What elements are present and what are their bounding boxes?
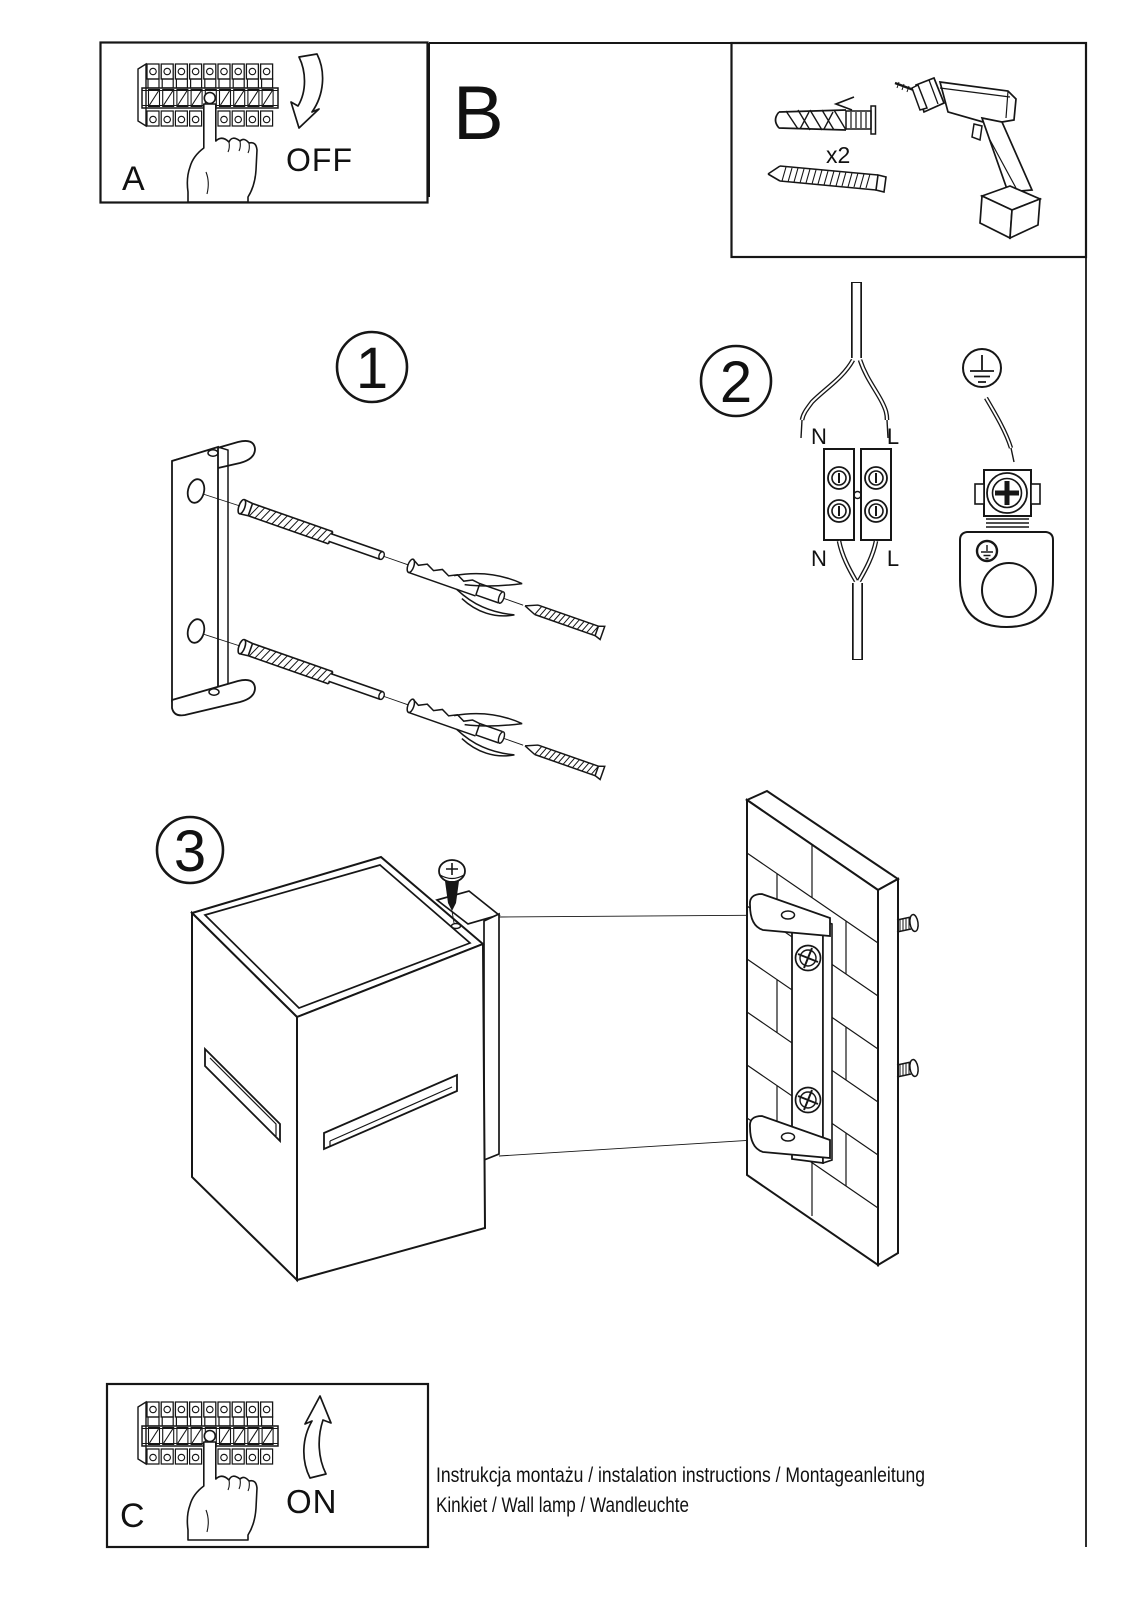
ground-clamp-icon (960, 470, 1053, 627)
panel-a-figure (101, 43, 428, 203)
footer-line-2: Kinkiet / Wall lamp / Wandleuchte (436, 1494, 689, 1517)
arrow-down-icon (291, 54, 323, 128)
fastener-assembly-bottom (233, 626, 610, 791)
mounting-screw-icon (768, 166, 886, 192)
footer-line-1: Instrukcja montażu / instalation instructions / Montageanleitung (436, 1464, 925, 1487)
panel-a-label: A (122, 160, 145, 198)
section-b-label: B (453, 71, 504, 156)
earth-symbol-icon (963, 349, 1001, 387)
breaker-panel-off-figure (138, 64, 278, 202)
mounting-bracket-icon (172, 441, 255, 715)
wire-l-top-label: L (886, 424, 900, 449)
step-3-number: 3 (173, 819, 207, 884)
wall-back-screw-bottom-icon (897, 1059, 919, 1077)
arrow-up-icon (304, 1396, 331, 1478)
fastener-assembly-top (233, 486, 610, 651)
breaker-panel-on-figure (138, 1402, 278, 1540)
terminal-block-icon (824, 449, 891, 540)
wall-back-screw-top-icon (897, 914, 919, 932)
step-1-figure (172, 332, 609, 792)
panel-c-figure (107, 1384, 428, 1547)
power-off-label: OFF (286, 142, 353, 178)
bracket-screw-top-icon (796, 946, 821, 971)
wire-n-bottom-label: N (811, 546, 827, 571)
lamp-cable-icon (839, 541, 876, 660)
anchor-quantity-label: x2 (826, 142, 851, 168)
step-1-number: 1 (355, 336, 389, 401)
ground-wire-icon (986, 398, 1014, 462)
bracket-screw-bottom-icon (796, 1088, 821, 1113)
tools-box-figure (732, 43, 1087, 257)
step-2-number: 2 (719, 350, 753, 415)
step-2-figure (701, 282, 1053, 660)
supply-cable-icon (801, 282, 888, 438)
wall-plug-icon (776, 97, 876, 134)
wire-n-top-label: N (811, 424, 827, 449)
brick-wall-icon (747, 791, 919, 1265)
step-3-figure (157, 791, 919, 1280)
cube-lamp-icon (192, 857, 485, 1280)
wire-l-bottom-label: L (886, 546, 900, 571)
power-on-label: ON (286, 1483, 338, 1520)
panel-c-label: C (120, 1497, 145, 1535)
drill-icon (895, 78, 1040, 238)
